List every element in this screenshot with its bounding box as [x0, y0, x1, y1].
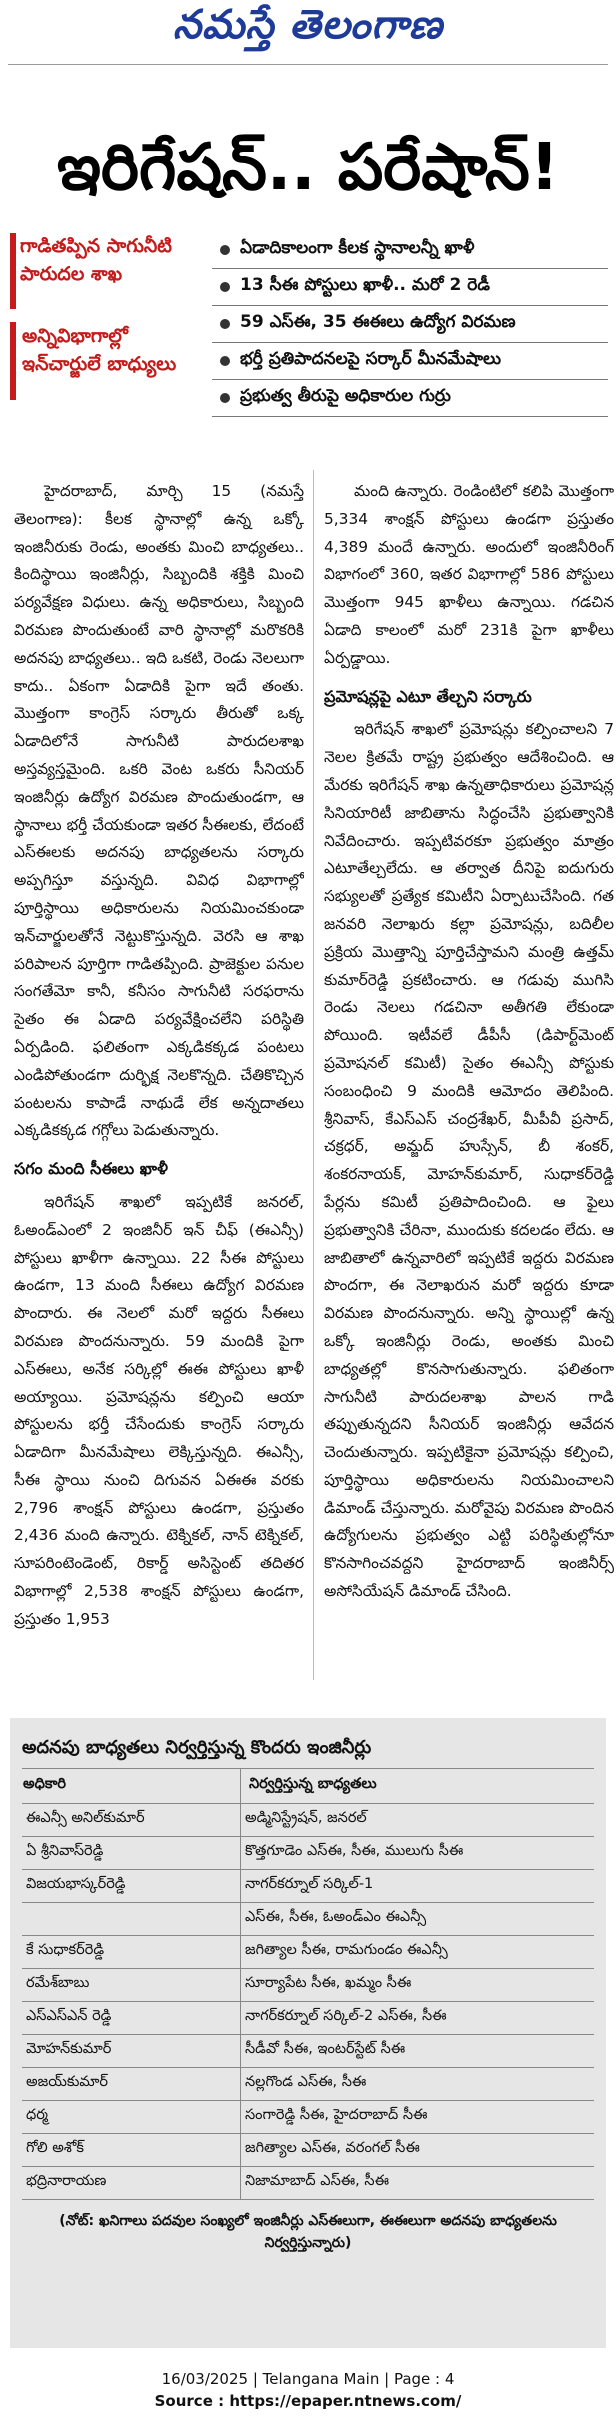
bullet-icon [220, 356, 230, 366]
duties-table [22, 1769, 594, 2200]
table-row [22, 1936, 594, 1969]
article-paragraph: హైదరాబాద్, మార్చి 15 (నమస్తే తెలంగాణ): కీలక స్థానాల్లో ఉన్న ఒక్కో ఇంజినీరుకు రెండు, అంతకు మించి బాధ్యతలు.. కిందిస్థాయి ఇంజినీర్లు, సిబ్బందికి శక్తికి మించి పర్యవేక్షణ విధులు. ఉన్న అధికారులు, సిబ్బంది విరమణ పొందుతుంటే వారి స్థానాల్లో మరొకరికి అదనపు బాధ్యతలు.. ఇది ఒకటి, రెండు నెలలుగా కాదు.. ఏకంగా ఏడాదికి పైగా ఇదే తంతు. మొత్తంగా కాంగ్రెస్ సర్కారు తీరుతో ఒక్క ఏడాదిలోనే సాగునీటి పారుదలశాఖ అస్తవ్యస్తమైంది. ఒకరి వెంట ఒకరు సీనియర్ ఇంజినీర్లు ఉద్యోగ విరమణ పొందుతుండగా, ఆ స్థానాలు భర్తీ చేయకుండా ఇతర సీఈలకు, లేదంటే ఎస్ఈలకు అదనపు బాధ్యతలను సర్కారు అప్పగిస్తూ వస్తున్నది. వివిధ విభాగాల్లో పూర్తిస్థాయి అధికారులను నియమించకుండా ఇన్‌చార్జులతోనే నెట్టుకొస్తున్నది. వెరసి ఆ శాఖ పరిపాలన పూర్తిగా గాడితప్పింది. ప్రాజెక్టుల పనుల సంగతేమో కానీ, కనీసం సాగునీటి సరఫరాను సైతం ఈ ఏడాది పర్యవేక్షించలేని పరిస్థితి ఏర్పడింది. ఫలితంగా ఎక్కడికక్కడ పంటలు ఎండిపోతుండగా దుర్భిక్ష నెలకొన్నది. చేతికొచ్చిన పంటలను కాపాడే నాథుడే లేక అన్నదాతలు ఎక్కడికక్కడ గగ్గోలు పెడుతున్నారు. [14, 482, 304, 1140]
cell-duties: సీడీవో సీఈ, ఇంటర్‌స్టేట్ సీఈ [241, 2035, 595, 2068]
cell-officer: గోలి అశోక్ [22, 2134, 241, 2167]
cell-duties: ఎస్ఈ, సీఈ, ఓఅండ్ఎం ఈఎన్సీ [241, 1903, 595, 1936]
cell-duties: నల్లగొండ ఎస్ఈ, సీఈ [241, 2068, 595, 2101]
article-paragraph: మంది ఉన్నారు. రెండింటిలో కలిపి మొత్తంగా 5,334 శాంక్షన్ పోస్టులు ఉండగా ప్రస్తుతం 4,389 మందే ఉన్నారు. అందులో ఇంజినీరింగ్ విభాగంలో 360, ఇతర విభాగాల్లో 586 పోస్టులు మొత్తంగా 945 ఖాళీలు ఉన్నాయి. గడచిన ఏడాది కాలంలో మరో 231కి పైగా ఖాళీలు ఏర్పడ్డాయి. [324, 482, 614, 667]
kicker-top: గాడితప్పిన సాగునీటి పారుదల శాఖ [20, 235, 172, 285]
masthead [0, 0, 616, 58]
article-paragraph: ఇరిగేషన్ శాఖలో ఇప్పటికే జనరల్, ఓఅండ్ఎంలో 2 ఇంజినీర్ ఇన్ చీఫ్ (ఈఎన్సీ) పోస్టులు ఖాళీగా ఉన్నాయి. 22 సీఈ పోస్టులు ఉండగా, 13 మంది సీఈలు ఉద్యోగ విరమణ పొందారు. ఈ నెలలో మరో ఇద్దరు సీఈలు విరమణ పొందనున్నారు. 59 మందికి పైగా ఎస్ఈలు, అనేక సర్కిల్లో ఈఈ పోస్టులు ఖాళీ అయ్యాయి. ప్రమోషన్లను కల్పించి ఆయా పోస్టులను భర్తీ చేసేందుకు కాంగ్రెస్ సర్కారు ఏడాదిగా మీనమేషాలు లెక్కిస్తున్నది. ఈఎన్సీ, సీఈ స్థాయి నుంచి దిగువన ఏఈఈ వరకు 2,796 శాంక్షన్ పోస్టులు ఉండగా, ప్రస్తుతం 2,436 మంది ఉన్నారు. టెక్నికల్, నాన్ టెక్నికల్, సూపరింటెండెంట్, రికార్డ్ అసిస్టెంట్ తదితర విభాగాల్లో 2,538 శాంక్షన్ పోస్టులు ఉండగా, ప్రస్తుతం 1,953 [14, 1192, 304, 1628]
table-row [22, 2002, 594, 2035]
cell-officer [22, 1903, 241, 1936]
cell-officer: విజయభాస్కర్‌రెడ్డి [22, 1870, 241, 1903]
cell-officer: భద్రినారాయణ [22, 2167, 241, 2200]
table-row [22, 1903, 594, 1936]
highlight-item: ప్రభుత్వ తీరుపై అధికారుల గుర్రు [212, 380, 608, 417]
footer-source: Source : https://epaper.ntnews.com/ [154, 2392, 462, 2410]
table-row [22, 1969, 594, 2002]
top-rule [8, 64, 608, 65]
highlight-item: 13 సీఈ పోస్టులు ఖాళీ.. మరో 2 రెడీ [212, 269, 608, 306]
highlights-list [212, 232, 608, 417]
cell-duties: జగిత్యాల ఎస్ఈ, వరంగల్ సీఈ [241, 2134, 595, 2167]
highlight-item: 59 ఎస్ఈ, 35 ఈఈలు ఉద్యోగ విరమణ [212, 306, 608, 343]
table-row [22, 1870, 594, 1903]
cell-duties: నిజామాబాద్ ఎస్ఈ, సీఈ [241, 2167, 595, 2200]
table-note: (నోట్: ఖనిగాలు పదవుల సంఖ్యలో ఇంజినీర్లు ఎస్ఈలుగా, ఈఈలుగా అదనపు బాధ్యతలను నిర్వర్తిస్తున్నారు) [59, 2213, 557, 2251]
bullet-icon [220, 282, 230, 292]
footer [0, 2368, 616, 2412]
cell-officer: ఏ శ్రీనివాస్‌రెడ్డి [22, 1837, 241, 1870]
cell-duties: సంగారెడ్డి సీఈ, హైదరాబాద్ సీఈ [241, 2101, 595, 2134]
cell-duties: నాగర్‌కర్నూల్ సర్కిల్-2 ఎస్ఈ, సీఈ [241, 2002, 595, 2035]
table-row [22, 2035, 594, 2068]
article-paragraph: ఇరిగేషన్ శాఖలో ప్రమోషన్లు కల్పించాలని 7 నెలల క్రితమే రాష్ట్ర ప్రభుత్వం ఆదేశించింది. ఆ మేరకు ఇరిగేషన్ శాఖ ఉన్నతాధికారులు ప్రమోషన్ల సినియారిటీ జాబితాను సిద్ధంచేసి ప్రభుత్వానికి నివేదించారు. ఇప్పటివరకూ ప్రభుత్వం మాత్రం ఎటూతేల్చలేదు. ఆ తర్వాత దీనిపై ఐదుగురు సభ్యులతో ప్రత్యేక కమిటీని ఏర్పాటుచేసింది. గత జనవరి నెలాఖరు కల్లా ప్రమోషన్లు, బదిలీల ప్రక్రియ మొత్తాన్ని పూర్తిచేస్తామని మంత్రి ఉత్తమ్ కుమార్‌రెడ్డి ప్రకటించారు. ఆ గడువు ముగిసి రెండు నెలలు గడచినా అతీగతి లేకుండా పోయింది. ఇటీవలే డీపీసీ (డిపార్ట్‌మెంట్ ప్రమోషనల్ కమిటీ) సైతం ఈఎన్సీ పోస్టుకు సంబంధించి 9 మందికి ఆమోదం తెలిపింది. శ్రీనివాస్, కేఎస్ఎస్ చంద్రశేఖర్, మీపీవీ ప్రసాద్, చక్రధర్, అమ్జద్ హుస్సేన్, బీ శంకర్, శంకరనాయక్, మోహన్‌కుమార్, సుధాకర్‌రెడ్డి పేర్లను కమిటీ ప్రతిపాదించింది. ఆ ఫైలు ప్రభుత్వానికి చేరినా, ముందుకు కదలడం లేదు. ఆ జాబితాలో ఉన్నవారిలో ఇప్పటికే ఇద్దరు విరమణ పొందగా, ఈ నెలాఖరున మరో ఇద్దరు కూడా విరమణ పొందనున్నారు. అన్ని స్థాయిల్లో ఉన్న ఒక్కో ఇంజినీర్లు రెండు, అంతకు మించి బాధ్యతల్లో కొనసాగుతున్నారు. ఫలితంగా సాగునీటి పారుదలశాఖ పాలన గాడి తప్పుతున్నదని సీనియర్ ఇంజినీర్లు ఆవేదన చెందుతున్నారు. ఇప్పటికైనా ప్రమోషన్లు కల్పించి, పూర్తిస్థాయి అధికారులను నియమించాలని డిమాండ్ చేస్తున్నారు. మరోవైపు విరమణ పొందిన ఉద్యోగులను ప్రభుత్వం ఎట్టి పరిస్థితుల్లోనూ కొనసాగించవద్దని హైదరాబాద్ ఇంజినీర్స్ అసోసియేషన్ డిమాండ్ చేసింది. [324, 720, 614, 1601]
cell-officer: రమేశ్‌బాబు [22, 1969, 241, 2002]
cell-duties: నాగర్‌కర్నూల్ సర్కిల్-1 [241, 1870, 595, 1903]
table-row [22, 2167, 594, 2200]
table-row [22, 2068, 594, 2101]
bullet-icon [220, 393, 230, 403]
highlight-item: ఏడాదికాలంగా కీలక స్థానాలన్నీ ఖాళీ [212, 232, 608, 269]
masthead-logo: నమస్తే తెలంగాణ [172, 0, 444, 48]
kicker-bottom: అన్నివిభాగాల్లో ఇన్‌చార్జులే బాధ్యులు [10, 322, 210, 400]
table-title: అదనపు బాధ్యతలు నిర్వర్తిస్తున్న కొందరు ఇంజినీర్లు [22, 1728, 594, 1769]
cell-duties: జగిత్యాల సీఈ, రామగుండం ఈఎన్సీ [241, 1936, 595, 1969]
subheading: సగం మంది సీఈలు ఖాళీ [14, 1159, 168, 1179]
table-row [22, 2101, 594, 2134]
article-column-left [14, 478, 304, 1678]
table-header-row [22, 1769, 594, 1804]
cell-duties: కొత్తగూడెం ఎస్ఈ, సీఈ, ములుగు సీఈ [241, 1837, 595, 1870]
footer-dateline: 16/03/2025 | Telangana Main | Page : 4 [161, 2370, 455, 2388]
cell-officer: అజయ్‌కుమార్ [22, 2068, 241, 2101]
cell-officer: ఈఎన్సీ అనిల్‌కుమార్ [22, 1804, 241, 1837]
table-row [22, 1804, 594, 1837]
cell-officer: మోహన్‌కుమార్ [22, 2035, 241, 2068]
cell-duties: సూర్యాపేట సీఈ, ఖమ్మం సీఈ [241, 1969, 595, 2002]
highlight-item: భర్తీ ప్రతిపాదనలపై సర్కార్ మీనమేషాలు [212, 343, 608, 380]
duties-table-box [10, 1718, 606, 2348]
cell-officer: ధర్మ [22, 2101, 241, 2134]
header-duties: నిర్వర్తిస్తున్న బాధ్యతలు [241, 1769, 595, 1804]
header-officer: అధికారి [22, 1769, 241, 1804]
cell-duties: అడ్మినిస్ట్రేషన్, జనరల్ [241, 1804, 595, 1837]
headline: ఇరిగేషన్.. పరేషాన్! [56, 131, 560, 205]
bullet-icon [220, 245, 230, 255]
column-divider [313, 470, 314, 1680]
subheading: ప్రమోషన్లపై ఎటూ తేల్చని సర్కారు [324, 686, 532, 706]
cell-officer: కే సుధాకర్‌రెడ్డి [22, 1936, 241, 1969]
table-row [22, 1837, 594, 1870]
bullet-icon [220, 319, 230, 329]
table-row [22, 2134, 594, 2167]
article-column-right [324, 478, 614, 1678]
cell-officer: ఎస్ఎస్ఎన్ రెడ్డి [22, 2002, 241, 2035]
